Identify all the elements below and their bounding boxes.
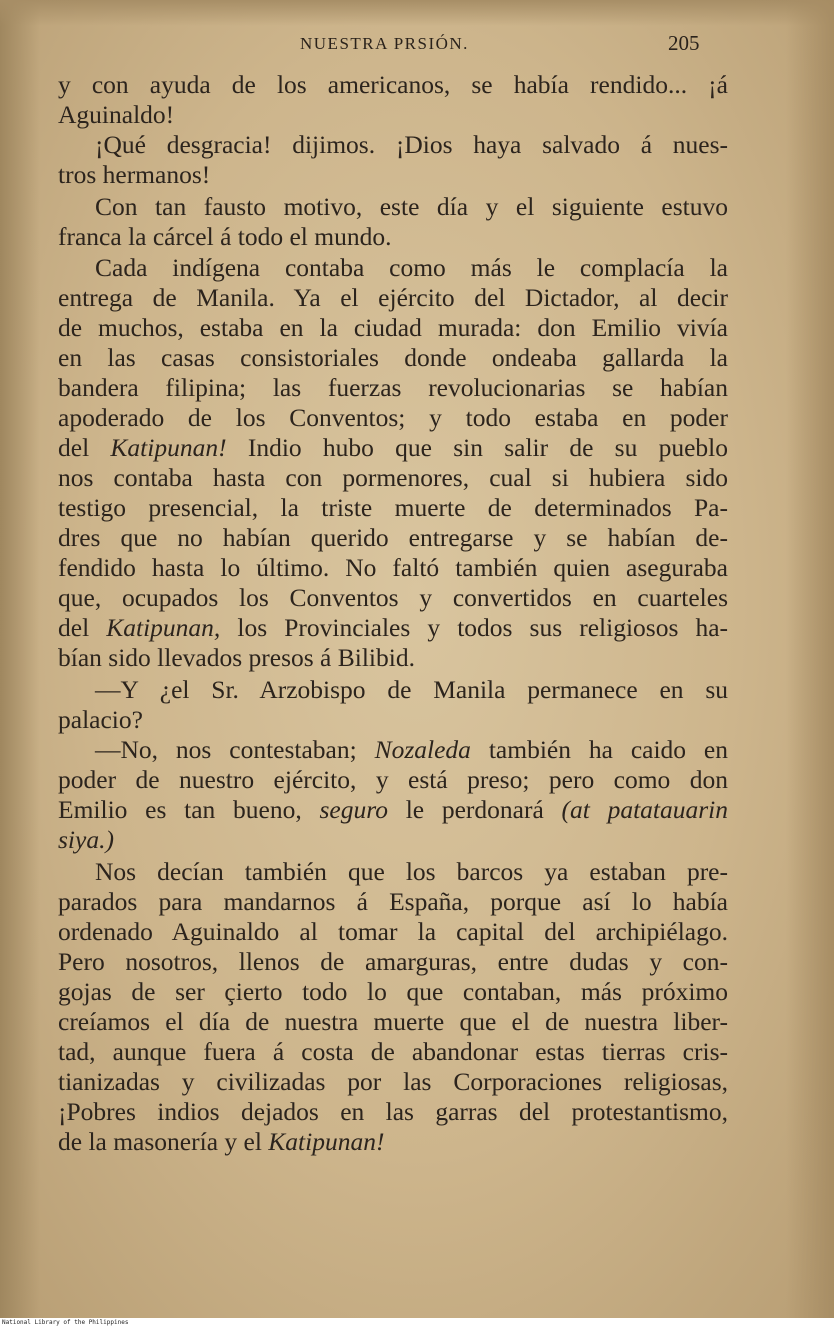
text-line: apoderado de los Conventos; y todo estaba en poder [58, 403, 728, 432]
text-line: del Katipunan, los Provinciales y todos sus religiosos ha- [58, 613, 729, 642]
text-line: de muchos, estaba en la ciudad murada: don Emilio vivía [58, 313, 728, 342]
text-line: ¡Qué desgracia! dijimos. ¡Dios haya salvado á nues- [95, 130, 728, 159]
text-line: bían sido llevados presos á Bilibid. [58, 643, 415, 672]
text-line: gojas de ser çierto todo lo que contaban, más próximo [58, 977, 728, 1006]
text-line: Pero nosotros, llenos de amarguras, entre dudas y con- [58, 947, 728, 976]
text-line: ordenado Aguinaldo al tomar la capital del archipiélago. [58, 917, 728, 946]
text-line: Cada indígena contaba como más le complacía la [95, 253, 728, 282]
text-line: Emilio es tan bueno, seguro le perdonará (at patatauarin [58, 795, 729, 824]
text-line: y con ayuda de los americanos, se había rendido... ¡á [58, 70, 728, 99]
text-line: parados para mandarnos á España, porque así lo había [58, 887, 728, 916]
italic-term: Nozaleda [374, 735, 471, 764]
text-line: Con tan fausto motivo, este día y el siguiente estuvo [95, 192, 728, 221]
italic-term: seguro [319, 795, 388, 824]
text-line: en las casas consistoriales donde ondeaba gallarda la [58, 343, 728, 372]
running-head: NUESTRA PRSIÓN. [300, 34, 469, 53]
text-line: ¡Pobres indios dejados en las garras del protestantismo, [58, 1097, 728, 1126]
text-line: franca la cárcel á todo el mundo. [58, 222, 392, 251]
text-line: poder de nuestro ejército, y está preso; pero como don [58, 765, 728, 794]
text-line: dres que no habían querido entregarse y se habían de- [58, 523, 728, 552]
italic-term: Katipunan, [106, 613, 221, 642]
library-credit: National Library of the Philippines [2, 1319, 129, 1326]
text-line: —No, nos contestaban; Nozaleda también ha caido en [95, 735, 728, 764]
text-line: fendido hasta lo último. No faltó también quien aseguraba [58, 553, 728, 582]
italic-phrase: (at patatauarin [561, 795, 729, 824]
text-line: —Y ¿el Sr. Arzobispo de Manila permanece en su [95, 675, 728, 704]
italic-term: Katipunan! [268, 1127, 385, 1156]
italic-term: Katipunan! [110, 433, 227, 462]
text-line: tianizadas y civilizadas por las Corporaciones religiosas, [58, 1067, 728, 1096]
text-line: bandera filipina; las fuerzas revolucionarias se habían [58, 373, 728, 402]
text-line: tad, aunque fuera á costa de abandonar estas tierras cris- [58, 1037, 728, 1066]
text-line: del Katipunan! Indio hubo que sin salir de su pueblo [58, 433, 729, 462]
text-line: creíamos el día de nuestra muerte que el de nuestra liber- [58, 1007, 728, 1036]
italic-phrase: siya.) [58, 825, 114, 854]
text-line: de la masonería y el Katipunan! [58, 1127, 385, 1156]
text-line: tros hermanos! [58, 160, 211, 189]
text-line [58, 825, 728, 855]
text-line: que, ocupados los Conventos y convertidos en cuarteles [58, 583, 728, 612]
page-number: 205 [668, 31, 700, 55]
text-line: Aguinaldo! [58, 100, 175, 129]
text-line: entrega de Manila. Ya el ejército del Dictador, al decir [58, 283, 728, 312]
text-line: nos contaba hasta con pormenores, cual si hubiera sido [58, 463, 728, 492]
text-line: palacio? [58, 705, 143, 734]
text-line: Nos decían también que los barcos ya estaban pre- [95, 857, 728, 886]
text-line: testigo presencial, la triste muerte de determinados Pa- [58, 493, 728, 522]
